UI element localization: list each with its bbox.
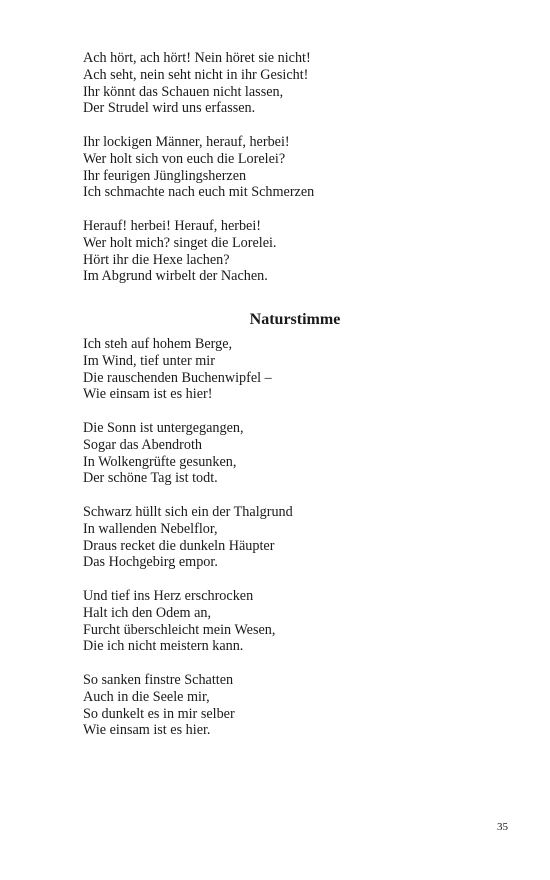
verse-line: Auch in die Seele mir, <box>83 688 210 705</box>
verse-line: Im Wind, tief unter mir <box>83 352 215 369</box>
page-number: 35 <box>497 821 508 833</box>
stanza <box>83 672 503 739</box>
stanza <box>83 336 503 403</box>
verse-line: Furcht überschleicht mein Wesen, <box>83 621 276 638</box>
verse-line: Wie einsam ist es hier. <box>83 722 211 739</box>
verse-line: Ach seht, nein seht nicht in ihr Gesicht! <box>83 66 309 83</box>
verse-line: So sanken finstre Schatten <box>83 671 234 688</box>
verse-line: Der Strudel wird uns erfassen. <box>83 100 256 117</box>
verse-line: Wer holt sich von euch die Lorelei? <box>83 150 286 167</box>
verse-line: Die rauschenden Buchenwipfel – <box>83 369 272 386</box>
stanza <box>83 588 503 655</box>
poem-naturstimme <box>83 336 503 756</box>
verse-line: Sogar das Abendroth <box>83 436 202 453</box>
verse-line: In wallenden Nebelflor, <box>83 520 218 537</box>
verse-line: Wie einsam ist es hier! <box>83 386 213 403</box>
stanza <box>83 504 503 571</box>
stanza <box>83 134 503 201</box>
stanza <box>83 420 503 487</box>
verse-line: Wer holt mich? singet die Lorelei. <box>83 234 277 251</box>
verse-line: Ihr feurigen Jünglingsherzen <box>83 167 247 184</box>
verse-line: Draus recket die dunkeln Häupter <box>83 537 275 554</box>
verse-line: Halt ich den Odem an, <box>83 604 212 621</box>
verse-line: Im Abgrund wirbelt der Nachen. <box>83 268 268 285</box>
verse-line: Das Hochgebirg empor. <box>83 554 218 571</box>
stanza <box>83 50 503 117</box>
verse-line: Die Sonn ist untergegangen, <box>83 419 244 436</box>
verse-line: So dunkelt es in mir selber <box>83 705 235 722</box>
stanza <box>83 218 503 285</box>
verse-line: Ich steh auf hohem Berge, <box>83 336 233 352</box>
verse-line: Ihr könnt das Schauen nicht lassen, <box>83 83 284 100</box>
verse-line: In Wolkengrüfte gesunken, <box>83 453 237 470</box>
verse-line: Ich schmachte nach euch mit Schmerzen <box>83 184 315 201</box>
verse-line: Ihr lockigen Männer, herauf, herbei! <box>83 133 290 150</box>
verse-line: Schwarz hüllt sich ein der Thalgrund <box>83 503 293 520</box>
poem-lorelei-continuation <box>83 50 503 302</box>
verse-line: Hört ihr die Hexe lachen? <box>83 251 230 268</box>
verse-line: Ach hört, ach hört! Nein höret sie nicht! <box>83 50 311 66</box>
verse-line: Die ich nicht meistern kann. <box>83 638 244 655</box>
poem-title: Naturstimme <box>249 311 341 328</box>
verse-line: Der schöne Tag ist todt. <box>83 470 218 487</box>
verse-line: Und tief ins Herz erschrocken <box>83 587 254 604</box>
verse-line: Herauf! herbei! Herauf, herbei! <box>83 217 262 234</box>
